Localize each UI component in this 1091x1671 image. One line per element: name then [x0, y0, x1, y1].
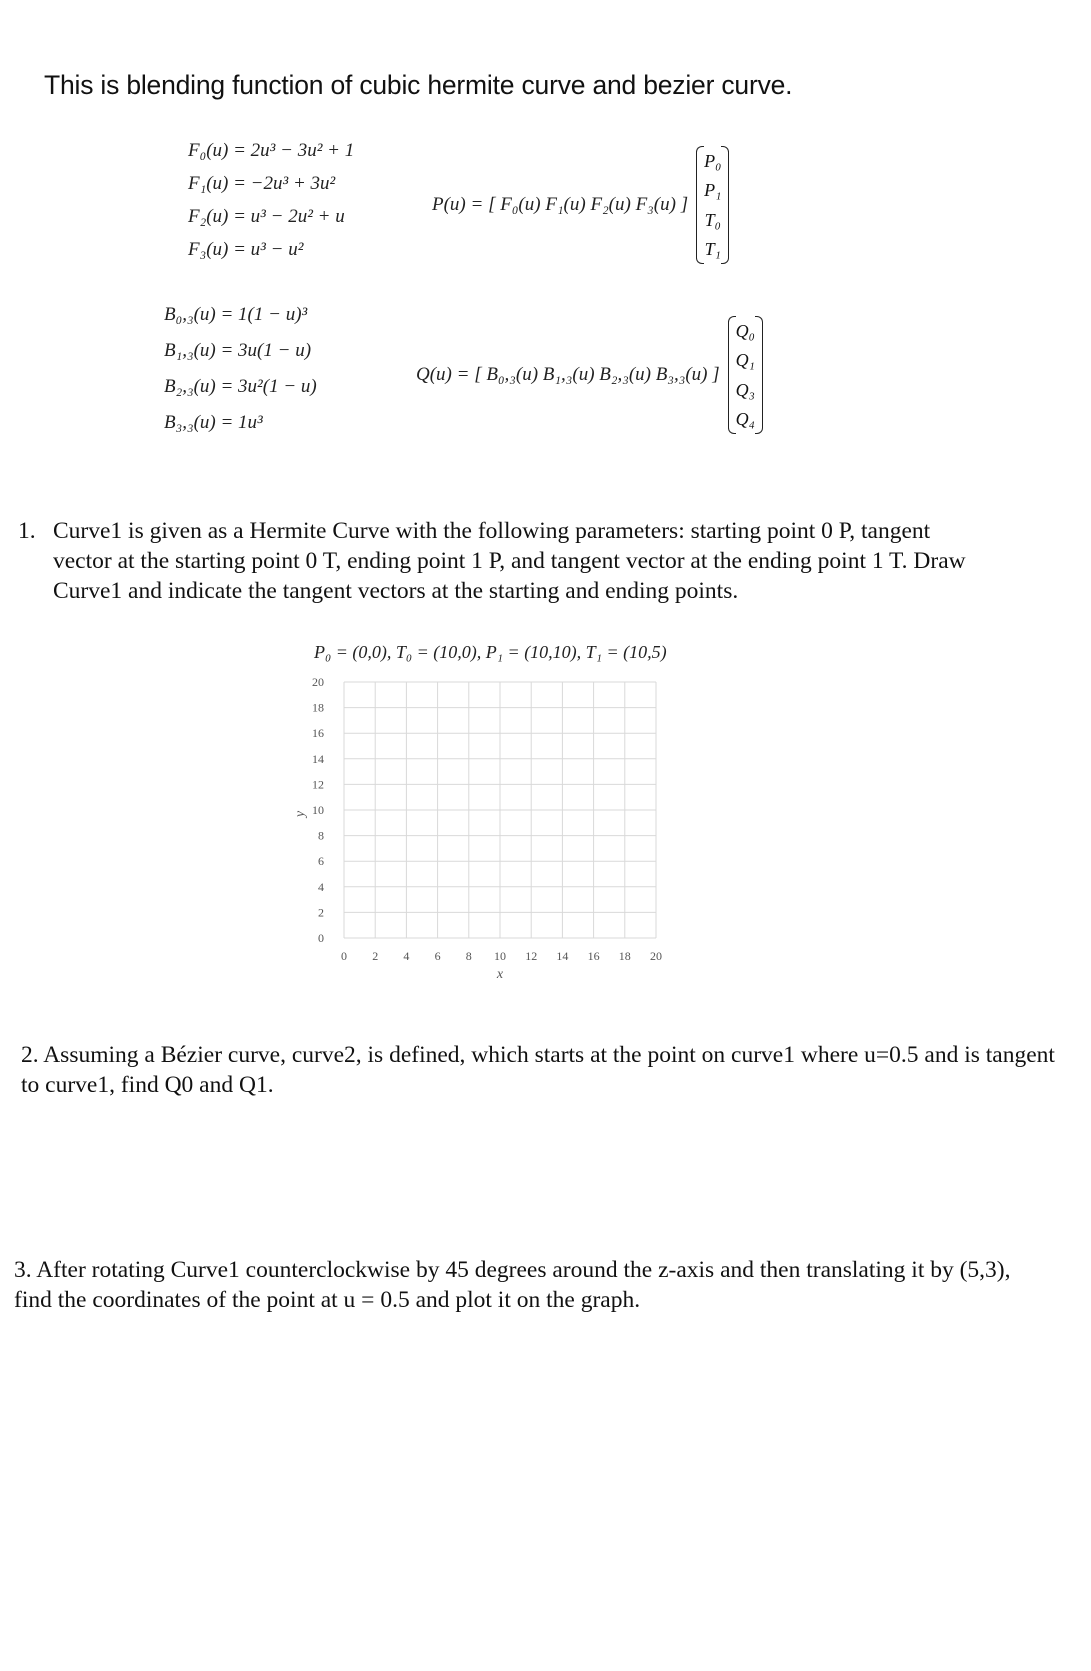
x-tick-label: 14	[556, 949, 569, 963]
question-1-number: 1.	[18, 518, 36, 544]
hermite-vector-p1: P₁	[704, 180, 722, 201]
y-tick-label: 14	[312, 751, 324, 766]
bezier-vector-q4: Q₄	[735, 409, 755, 430]
y-tick-label: 10	[312, 803, 324, 817]
y-tick-label: 2	[318, 905, 324, 920]
x-tick-label: 4	[403, 949, 410, 963]
y-tick-label: 16	[312, 726, 324, 741]
hermite-f3: F₃(u) = u³ − u²	[188, 239, 304, 260]
x-tick-label: 8	[465, 949, 472, 963]
hermite-vector-t0: T₀	[704, 209, 721, 230]
x-tick-label: 2	[372, 949, 379, 963]
bezier-vector-q3: Q₃	[735, 379, 755, 400]
bezier-vector-q0: Q₀	[735, 320, 755, 341]
hermite-f2: F₂(u) = u³ − 2u² + u	[188, 206, 345, 227]
y-tick-label: 0	[318, 931, 324, 945]
x-tick-label: 18	[618, 949, 631, 963]
bezier-vector-q1: Q₁	[735, 350, 755, 371]
x-tick-label: 12	[525, 949, 538, 963]
page-heading: This is blending function of cubic hermite curve and bezier curve.	[44, 70, 793, 100]
grid-lines	[344, 682, 656, 938]
y-tick-label: 20	[312, 675, 324, 689]
hermite-vector-p0: P₀	[704, 150, 722, 171]
y-tick-labels	[312, 675, 324, 945]
hermite-matrix-form	[432, 146, 729, 264]
bezier-b1: B₁,₃(u) = 3u(1 − u)	[164, 340, 312, 361]
question-2-text: 2. Assuming a Bézier curve, curve2, is defined, which starts at the point on curve1 where u=0.5 and is tangent to curve1, find Q0 and Q1.	[21, 1042, 1055, 1098]
hermite-matrix-lhs: P(u) = [ F₀(u) F₁(u) F₂(u) F₃(u) ]	[432, 194, 689, 215]
hermite-vector-t1: T₁	[704, 239, 721, 260]
bezier-matrix-form	[416, 316, 763, 434]
y-tick-label: 4	[318, 879, 324, 894]
hermite-f1: F₁(u) = −2u³ + 3u²	[188, 173, 336, 194]
x-tick-label: 0	[341, 949, 347, 963]
bezier-b0: B₀,₃(u) = 1(1 − u)³	[164, 304, 308, 325]
x-tick-label: 10	[494, 949, 506, 963]
x-tick-label: 20	[650, 949, 662, 963]
bezier-matrix-lhs: Q(u) = [ B₀,₃(u) B₁,₃(u) B₂,₃(u) B₃,₃(u) ]	[416, 364, 720, 385]
x-tick-label: 6	[434, 949, 441, 963]
question-3-text: 3. After rotating Curve1 counterclockwise by 45 degrees around the z-axis and then translating it by (5,3), find the coordinates of the point at u = 0.5 and plot it on the graph.	[14, 1257, 1011, 1313]
x-tick-labels	[341, 949, 662, 963]
x-axis-label: x	[496, 967, 504, 982]
bezier-control-vector	[728, 316, 763, 434]
empty-grid-chart	[290, 670, 670, 990]
y-axis-label: y	[293, 810, 308, 818]
x-tick-label: 16	[587, 949, 600, 963]
bezier-b3: B₃,₃(u) = 1u³	[164, 412, 263, 433]
y-tick-label: 6	[318, 854, 324, 869]
y-tick-label: 12	[312, 777, 324, 792]
y-tick-label: 18	[312, 700, 324, 715]
hermite-geometry-vector	[696, 146, 729, 264]
hermite-f0: F₀(u) = 2u³ − 3u² + 1	[188, 140, 355, 161]
question-1-text: Curve1 is given as a Hermite Curve with the following parameters: starting point 0 P, tangent vector at the starting point 0 T, ending point 1 P, and tangent vector at the ending point 1 T. Draw Curve1 and indicate the tangent vectors at the starting and ending points.	[53, 518, 966, 604]
y-tick-label: 8	[318, 828, 324, 843]
hermite-parameters: P₀ = (0,0), T₀ = (10,0), P₁ = (10,10), T₁ = (10,5)	[314, 642, 667, 662]
bezier-b2: B₂,₃(u) = 3u²(1 − u)	[164, 376, 317, 397]
